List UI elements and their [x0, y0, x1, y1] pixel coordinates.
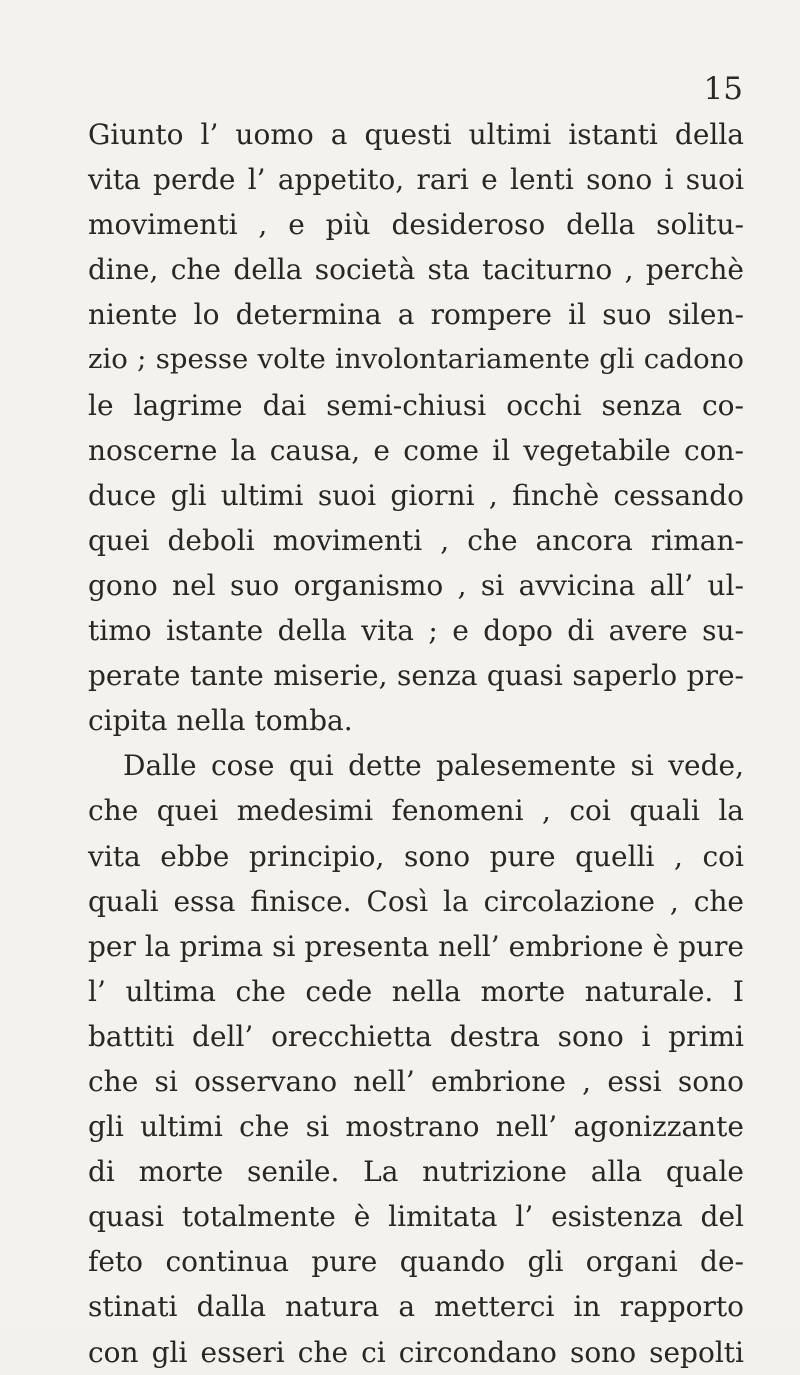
text-line: noscerne la causa, e come il vegetabile con-	[88, 433, 744, 467]
page-number: 15	[703, 71, 743, 107]
body-text	[88, 112, 744, 1375]
text-line: dine, che della società sta taciturno , perchè	[88, 253, 744, 287]
text-line: per la prima si presenta nell’ embrione è pure	[88, 929, 744, 963]
text-line: vita perde l’ appetito, rari e lenti sono i suoi	[88, 163, 744, 197]
text-line: niente lo determina a rompere il suo silen-	[88, 298, 744, 332]
text-line: che si osservano nell’ embrione , essi sono	[88, 1064, 744, 1098]
text-line: gono nel suo organismo , si avvicina all’ ul-	[88, 568, 744, 602]
text-line: timo istante della vita ; e dopo di avere su-	[88, 614, 744, 648]
text-line: che quei medesimi fenomeni , coi quali la	[88, 794, 744, 828]
text-line: Giunto l’ uomo a questi ultimi istanti della	[88, 118, 744, 151]
text-line: quasi totalmente è limitata l’ esistenza del	[88, 1200, 744, 1234]
paragraph-start-line: Dalle cose qui dette palesemente si vede,	[123, 749, 744, 783]
text-line: l’ ultima che cede nella morte naturale. I	[88, 974, 744, 1008]
text-line: zio ; spesse volte involontariamente gli cadono	[88, 343, 744, 376]
text-line: quali essa finisce. Così la circolazione , che	[88, 884, 744, 918]
text-line: di morte senile. La nutrizione alla quale	[88, 1155, 744, 1189]
text-line: perate tante miserie, senza quasi saperlo pre-	[88, 659, 744, 693]
text-line: gli ultimi che si mostrano nell’ agonizzante	[88, 1110, 744, 1144]
text-line: movimenti , e più desideroso della solitu-	[88, 208, 744, 242]
text-line: duce gli ultimi suoi giorni , finchè cessando	[88, 478, 744, 512]
text-line: quei deboli movimenti , che ancora riman-	[88, 523, 744, 557]
text-line: feto continua pure quando gli organi de-	[88, 1245, 744, 1279]
paragraph-end-line: cipita nella tomba.	[88, 704, 353, 738]
text-line: con gli esseri che ci circondano sono sepolti	[88, 1335, 744, 1369]
text-line: battiti dell’ orecchietta destra sono i primi	[88, 1019, 744, 1053]
text-line: stinati dalla natura a metterci in rapporto	[88, 1290, 744, 1324]
text-line: vita ebbe principio, sono pure quelli , coi	[88, 839, 744, 873]
text-line: le lagrime dai semi-chiusi occhi senza co-	[88, 388, 744, 422]
